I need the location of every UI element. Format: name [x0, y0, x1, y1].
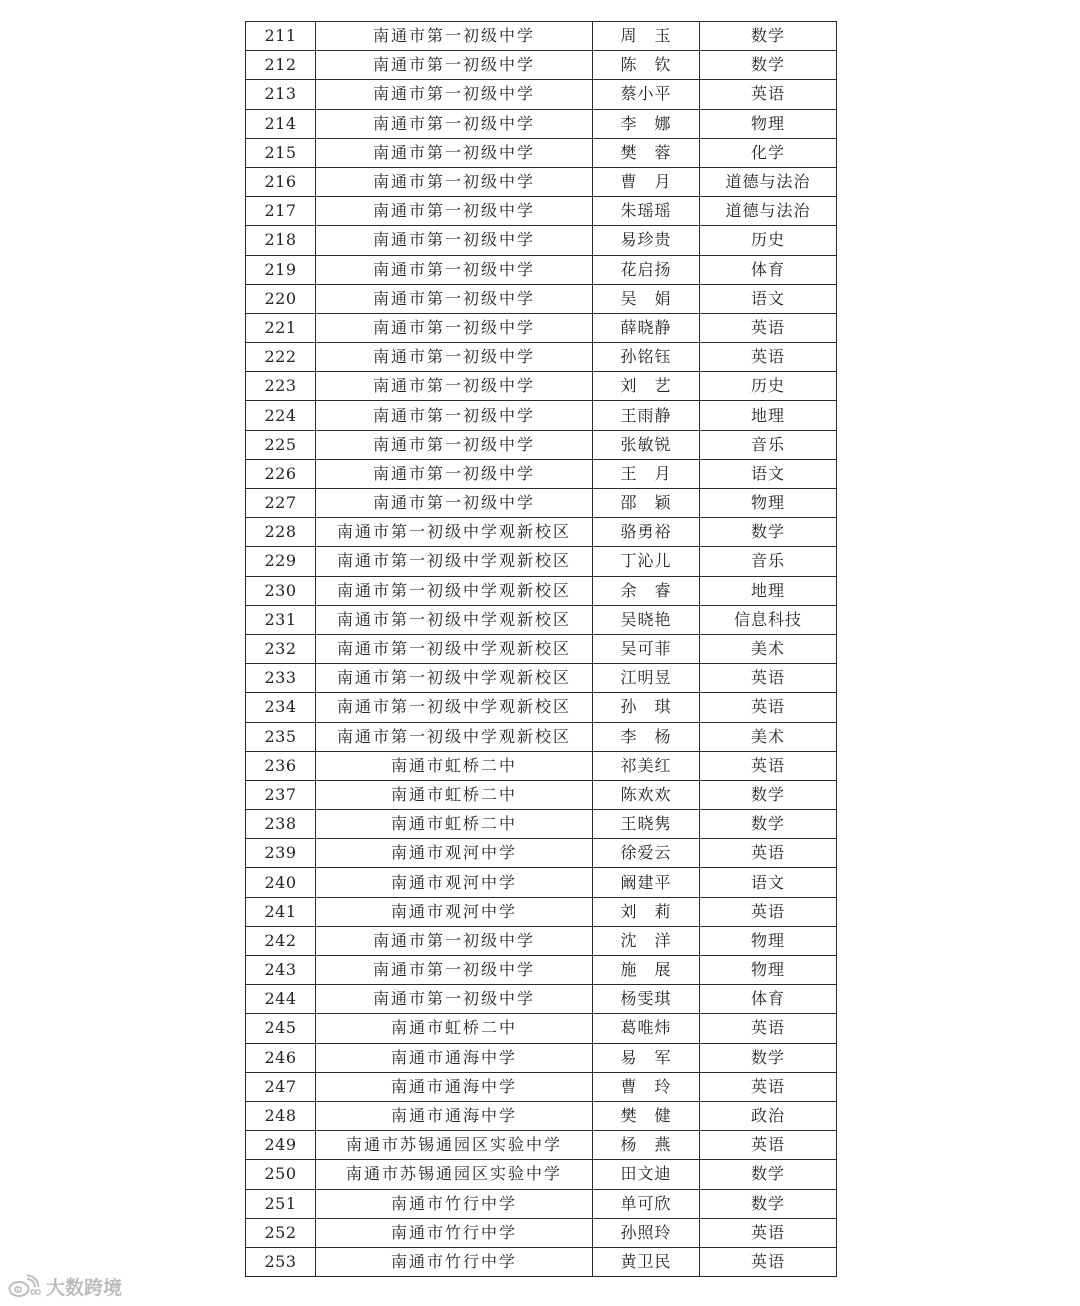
cell-school: 南通市第一初级中学: [316, 138, 593, 167]
cell-name: 吴可菲: [593, 634, 700, 663]
cell-name: 骆勇裕: [593, 518, 700, 547]
cell-school: 南通市第一初级中学: [316, 985, 593, 1014]
cell-school: 南通市通海中学: [316, 1101, 593, 1130]
table-row: [246, 22, 837, 51]
cell-school: 南通市苏锡通园区实验中学: [316, 1160, 593, 1189]
cell-subject: 语文: [700, 868, 837, 897]
cell-school: 南通市第一初级中学: [316, 459, 593, 488]
cell-subject: 英语: [700, 313, 837, 342]
cell-name: 张敏锐: [593, 430, 700, 459]
cell-school: 南通市竹行中学: [316, 1247, 593, 1276]
cell-name: 田文迪: [593, 1160, 700, 1189]
cell-number: 218: [246, 226, 316, 255]
cell-name: 孙 琪: [593, 693, 700, 722]
cell-subject: 美术: [700, 722, 837, 751]
cell-name: 陈欢欢: [593, 780, 700, 809]
cell-subject: 政治: [700, 1101, 837, 1130]
table-row: [246, 634, 837, 663]
cell-subject: 物理: [700, 489, 837, 518]
table-row: [246, 1131, 837, 1160]
cell-number: 228: [246, 518, 316, 547]
cell-name: 王 月: [593, 459, 700, 488]
cell-school: 南通市第一初级中学观新校区: [316, 693, 593, 722]
cell-number: 229: [246, 547, 316, 576]
table-row: [246, 51, 837, 80]
cell-number: 239: [246, 839, 316, 868]
cell-number: 212: [246, 51, 316, 80]
cell-school: 南通市通海中学: [316, 1043, 593, 1072]
table-row: [246, 343, 837, 372]
cell-name: 李 娜: [593, 109, 700, 138]
cell-name: 葛唯炜: [593, 1014, 700, 1043]
cell-number: 226: [246, 459, 316, 488]
cell-school: 南通市第一初级中学: [316, 51, 593, 80]
cell-name: 樊 健: [593, 1101, 700, 1130]
cell-subject: 数学: [700, 51, 837, 80]
cell-number: 211: [246, 22, 316, 51]
cell-name: 周 玉: [593, 22, 700, 51]
cell-name: 吴 娟: [593, 284, 700, 313]
table-row: [246, 1014, 837, 1043]
cell-number: 215: [246, 138, 316, 167]
cell-number: 240: [246, 868, 316, 897]
cell-subject: 数学: [700, 1043, 837, 1072]
cell-school: 南通市第一初级中学: [316, 401, 593, 430]
cell-number: 247: [246, 1072, 316, 1101]
cell-subject: 英语: [700, 664, 837, 693]
cell-name: 杨雯琪: [593, 985, 700, 1014]
cell-subject: 地理: [700, 576, 837, 605]
table-row: [246, 1101, 837, 1130]
cell-name: 花启扬: [593, 255, 700, 284]
cell-subject: 英语: [700, 343, 837, 372]
table-row: [246, 839, 837, 868]
cell-school: 南通市第一初级中学: [316, 313, 593, 342]
cell-number: 237: [246, 780, 316, 809]
cell-subject: 道德与法治: [700, 197, 837, 226]
cell-number: 213: [246, 80, 316, 109]
cell-school: 南通市第一初级中学: [316, 22, 593, 51]
cell-name: 曹 月: [593, 167, 700, 196]
cell-name: 陈 钦: [593, 51, 700, 80]
cell-name: 施 展: [593, 956, 700, 985]
table-row: [246, 693, 837, 722]
cell-name: 王雨静: [593, 401, 700, 430]
cell-subject: 历史: [700, 372, 837, 401]
table-row: [246, 1043, 837, 1072]
cell-number: 243: [246, 956, 316, 985]
cell-number: 251: [246, 1189, 316, 1218]
cell-subject: 数学: [700, 810, 837, 839]
cell-school: 南通市观河中学: [316, 897, 593, 926]
table-row: [246, 197, 837, 226]
cell-subject: 语文: [700, 459, 837, 488]
table-row: [246, 138, 837, 167]
cell-subject: 化学: [700, 138, 837, 167]
cell-school: 南通市第一初级中学: [316, 167, 593, 196]
cell-name: 朱瑶瑶: [593, 197, 700, 226]
cell-name: 王晓隽: [593, 810, 700, 839]
cell-school: 南通市第一初级中学: [316, 372, 593, 401]
cell-number: 225: [246, 430, 316, 459]
cell-name: 杨 燕: [593, 1131, 700, 1160]
cell-name: 樊 蓉: [593, 138, 700, 167]
table-row: [246, 897, 837, 926]
cell-subject: 音乐: [700, 547, 837, 576]
cell-school: 南通市第一初级中学: [316, 226, 593, 255]
cell-name: 李 杨: [593, 722, 700, 751]
cell-name: 余 睿: [593, 576, 700, 605]
table-row: [246, 1218, 837, 1247]
cell-subject: 数学: [700, 1189, 837, 1218]
cell-school: 南通市第一初级中学观新校区: [316, 722, 593, 751]
cell-number: 252: [246, 1218, 316, 1247]
teacher-roster-table: [245, 21, 837, 1277]
weibo-logo-icon: [8, 1274, 42, 1298]
cell-name: 曹 玲: [593, 1072, 700, 1101]
cell-school: 南通市第一初级中学观新校区: [316, 664, 593, 693]
table-row: [246, 956, 837, 985]
cell-number: 216: [246, 167, 316, 196]
table-row: [246, 985, 837, 1014]
cell-school: 南通市第一初级中学观新校区: [316, 605, 593, 634]
table-row: [246, 751, 837, 780]
cell-number: 219: [246, 255, 316, 284]
table-row: [246, 1189, 837, 1218]
table-row: [246, 459, 837, 488]
cell-subject: 英语: [700, 80, 837, 109]
cell-school: 南通市观河中学: [316, 839, 593, 868]
cell-number: 235: [246, 722, 316, 751]
cell-number: 217: [246, 197, 316, 226]
cell-number: 232: [246, 634, 316, 663]
cell-number: 248: [246, 1101, 316, 1130]
table-row: [246, 664, 837, 693]
table-row: [246, 430, 837, 459]
table-row: [246, 1072, 837, 1101]
cell-subject: 物理: [700, 956, 837, 985]
cell-name: 邵 颖: [593, 489, 700, 518]
cell-number: 246: [246, 1043, 316, 1072]
cell-subject: 体育: [700, 255, 837, 284]
table-row: [246, 722, 837, 751]
cell-subject: 历史: [700, 226, 837, 255]
cell-name: 刘 莉: [593, 897, 700, 926]
cell-name: 孙照玲: [593, 1218, 700, 1247]
cell-number: 238: [246, 810, 316, 839]
cell-name: 薛晓静: [593, 313, 700, 342]
table-row: [246, 868, 837, 897]
cell-subject: 数学: [700, 518, 837, 547]
cell-number: 227: [246, 489, 316, 518]
cell-subject: 数学: [700, 22, 837, 51]
cell-school: 南通市虹桥二中: [316, 751, 593, 780]
cell-name: 吴晓艳: [593, 605, 700, 634]
cell-subject: 英语: [700, 1247, 837, 1276]
table-row: [246, 518, 837, 547]
cell-school: 南通市通海中学: [316, 1072, 593, 1101]
table-row: [246, 80, 837, 109]
cell-school: 南通市虹桥二中: [316, 780, 593, 809]
roster-body: [246, 22, 837, 1277]
cell-school: 南通市虹桥二中: [316, 810, 593, 839]
cell-subject: 英语: [700, 693, 837, 722]
cell-subject: 语文: [700, 284, 837, 313]
cell-school: 南通市竹行中学: [316, 1189, 593, 1218]
cell-number: 241: [246, 897, 316, 926]
cell-subject: 数学: [700, 1160, 837, 1189]
cell-school: 南通市第一初级中学: [316, 109, 593, 138]
cell-school: 南通市第一初级中学: [316, 197, 593, 226]
table-row: [246, 810, 837, 839]
cell-name: 沈 洋: [593, 926, 700, 955]
cell-subject: 英语: [700, 1218, 837, 1247]
watermark: [8, 1272, 122, 1300]
cell-school: 南通市第一初级中学: [316, 343, 593, 372]
table-row: [246, 605, 837, 634]
cell-name: 孙铭钰: [593, 343, 700, 372]
cell-school: 南通市第一初级中学: [316, 284, 593, 313]
cell-number: 233: [246, 664, 316, 693]
cell-name: 蔡小平: [593, 80, 700, 109]
table-row: [246, 576, 837, 605]
cell-number: 221: [246, 313, 316, 342]
cell-subject: 音乐: [700, 430, 837, 459]
cell-school: 南通市第一初级中学: [316, 255, 593, 284]
cell-school: 南通市竹行中学: [316, 1218, 593, 1247]
table-row: [246, 313, 837, 342]
cell-name: 江明昱: [593, 664, 700, 693]
cell-subject: 道德与法治: [700, 167, 837, 196]
table-row: [246, 401, 837, 430]
cell-subject: 英语: [700, 897, 837, 926]
cell-school: 南通市第一初级中学: [316, 489, 593, 518]
cell-number: 223: [246, 372, 316, 401]
table-row: [246, 1247, 837, 1276]
cell-name: 单可欣: [593, 1189, 700, 1218]
table-row: [246, 926, 837, 955]
cell-subject: 物理: [700, 109, 837, 138]
cell-school: 南通市第一初级中学观新校区: [316, 576, 593, 605]
cell-number: 224: [246, 401, 316, 430]
cell-subject: 英语: [700, 839, 837, 868]
cell-name: 丁沁儿: [593, 547, 700, 576]
table-row: [246, 167, 837, 196]
table-row: [246, 284, 837, 313]
cell-name: 徐爱云: [593, 839, 700, 868]
cell-name: 刘 艺: [593, 372, 700, 401]
cell-school: 南通市第一初级中学: [316, 956, 593, 985]
cell-number: 231: [246, 605, 316, 634]
cell-number: 245: [246, 1014, 316, 1043]
cell-subject: 英语: [700, 751, 837, 780]
cell-school: 南通市第一初级中学观新校区: [316, 634, 593, 663]
cell-name: 易珍贵: [593, 226, 700, 255]
cell-school: 南通市虹桥二中: [316, 1014, 593, 1043]
cell-subject: 英语: [700, 1072, 837, 1101]
cell-school: 南通市苏锡通园区实验中学: [316, 1131, 593, 1160]
cell-subject: 英语: [700, 1014, 837, 1043]
cell-number: 220: [246, 284, 316, 313]
cell-number: 230: [246, 576, 316, 605]
cell-school: 南通市观河中学: [316, 868, 593, 897]
cell-name: 祁美红: [593, 751, 700, 780]
cell-subject: 美术: [700, 634, 837, 663]
cell-school: 南通市第一初级中学: [316, 80, 593, 109]
cell-number: 214: [246, 109, 316, 138]
table-row: [246, 226, 837, 255]
cell-name: 易 军: [593, 1043, 700, 1072]
cell-number: 249: [246, 1131, 316, 1160]
cell-name: 阚建平: [593, 868, 700, 897]
cell-subject: 体育: [700, 985, 837, 1014]
cell-number: 234: [246, 693, 316, 722]
table-row: [246, 255, 837, 284]
cell-name: 黄卫民: [593, 1247, 700, 1276]
cell-number: 242: [246, 926, 316, 955]
table-row: [246, 109, 837, 138]
cell-school: 南通市第一初级中学: [316, 926, 593, 955]
cell-subject: 数学: [700, 780, 837, 809]
cell-school: 南通市第一初级中学观新校区: [316, 547, 593, 576]
cell-subject: 地理: [700, 401, 837, 430]
table-row: [246, 372, 837, 401]
cell-number: 222: [246, 343, 316, 372]
table-row: [246, 1160, 837, 1189]
cell-number: 236: [246, 751, 316, 780]
cell-subject: 物理: [700, 926, 837, 955]
cell-school: 南通市第一初级中学观新校区: [316, 518, 593, 547]
watermark-text: 大数跨境: [46, 1276, 123, 1299]
cell-number: 253: [246, 1247, 316, 1276]
table-row: [246, 489, 837, 518]
cell-subject: 英语: [700, 1131, 837, 1160]
cell-number: 244: [246, 985, 316, 1014]
cell-school: 南通市第一初级中学: [316, 430, 593, 459]
cell-subject: 信息科技: [700, 605, 837, 634]
table-row: [246, 780, 837, 809]
table-row: [246, 547, 837, 576]
cell-number: 250: [246, 1160, 316, 1189]
